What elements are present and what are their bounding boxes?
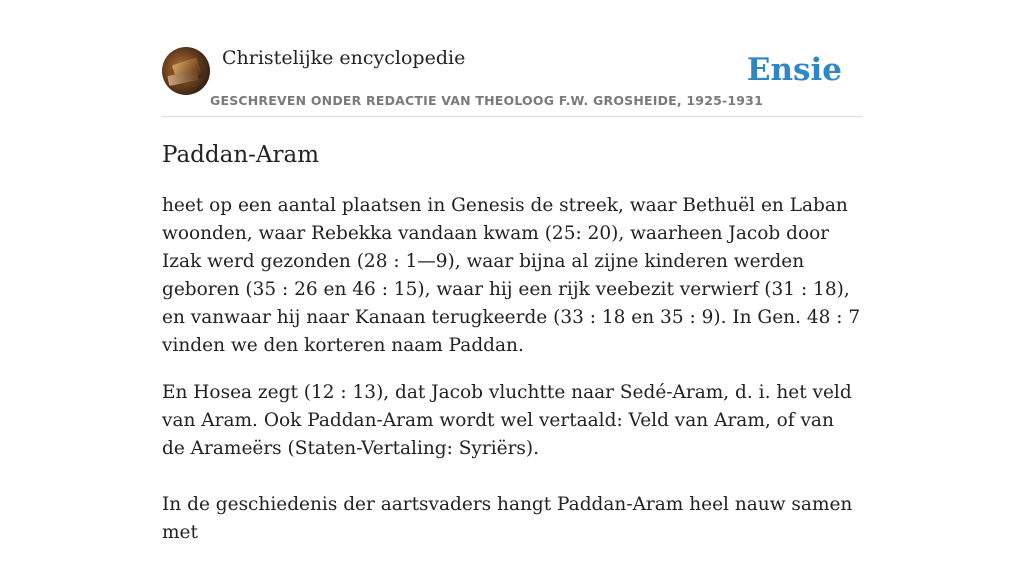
article-paragraph: In de geschiedenis der aartsvaders hangt Paddan-Aram heel nauw samen met [162, 494, 853, 543]
encyclopedia-avatar[interactable] [162, 47, 210, 95]
book-image-secondary [167, 70, 198, 86]
article-title: Paddan-Aram [162, 142, 320, 168]
brand-logo-link[interactable]: Ensie [746, 52, 842, 88]
article-body [162, 192, 862, 566]
site-subtitle: GESCHREVEN ONDER REDACTIE VAN THEOLOOG F.W. GROSHEIDE, 1925-1931 [210, 93, 763, 108]
article-paragraph: En Hosea zegt (12 : 13), dat Jacob vluchtte naar Sedé-Aram, d. i. het veld van Aram. Ook Paddan-Aram wordt wel vertaald: Veld van Aram, of van de Arameërs (Staten-Vertaling: Syriërs). [162, 382, 852, 459]
site-header [162, 46, 862, 117]
article-paragraph: heet op een aantal plaatsen in Genesis de streek, waar Bethuël en Laban woonden, waar Rebekka vandaan kwam (25: 20), waarheen Jacob door Izak werd gezonden (28 : 1—9), waar bijna al zijne kinderen werden geboren (35 : 26 en 46 : 15), waar hij een rijk veebezit verwierf (31 : 18), en vanwaar hij naar Kanaan terugkeerde (33 : 18 en 35 : 9). In Gen. 48 : 7 vinden we den korteren naam Paddan. [162, 195, 861, 356]
site-title[interactable]: Christelijke encyclopedie [222, 47, 466, 69]
